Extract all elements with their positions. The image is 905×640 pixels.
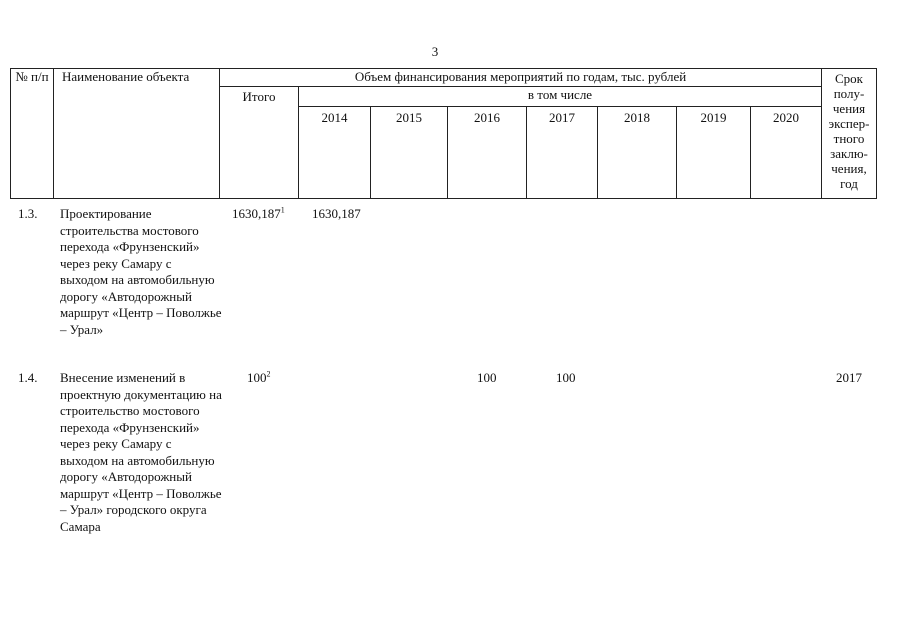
header-incl-label: в том числе bbox=[299, 87, 822, 107]
header-term-col: Срок полу-чения экспер-тного заклю-чения, год bbox=[822, 69, 877, 199]
footnote-marker: 2 bbox=[266, 369, 271, 379]
row-number: 1.3. bbox=[18, 206, 38, 221]
footnote-marker: 1 bbox=[280, 205, 285, 215]
header-name-col: Наименование объекта bbox=[54, 69, 220, 199]
header-financing-group: Объем финансирования мероприятий по годам, тыс. рублей bbox=[220, 69, 822, 87]
row-object-name: Внесение изменений в проектную документацию на строительство мостового перехода «Фрунзенский» через реку Самару с выходом на автомобильную дорогу «Автодорожный маршрут «Центр – Поволжье – Урал» городского округа Самара bbox=[60, 370, 222, 534]
page-number: 3 bbox=[431, 44, 439, 59]
header-year-2020: 2020 bbox=[751, 107, 822, 199]
row-value-2014: 1630,187 bbox=[312, 206, 361, 221]
row-value-2016: 100 bbox=[477, 370, 497, 385]
header-year-2015: 2015 bbox=[371, 107, 448, 199]
table-header bbox=[10, 68, 877, 199]
header-num-col: № п/п bbox=[11, 69, 54, 199]
row-total: 1630,187$^1$ bbox=[232, 205, 285, 221]
header-year-2016: 2016 bbox=[448, 107, 527, 199]
row-object-name: Проектирование строительства мостового перехода «Фрунзенский» через реку Самару с выходом на автомобильную дорогу «Автодорожный маршрут «Центр – Поволжье – Урал» bbox=[60, 206, 222, 337]
row-value-2017: 100 bbox=[556, 370, 576, 385]
row-term: 2017 bbox=[836, 370, 862, 385]
header-year-2017: 2017 bbox=[527, 107, 598, 199]
row-number: 1.4. bbox=[18, 370, 38, 385]
header-year-2019: 2019 bbox=[677, 107, 751, 199]
header-year-2014: 2014 bbox=[299, 107, 371, 199]
header-year-2018: 2018 bbox=[598, 107, 677, 199]
row-total: $100^2$ bbox=[247, 369, 271, 385]
header-total-col: Итого bbox=[220, 87, 299, 199]
